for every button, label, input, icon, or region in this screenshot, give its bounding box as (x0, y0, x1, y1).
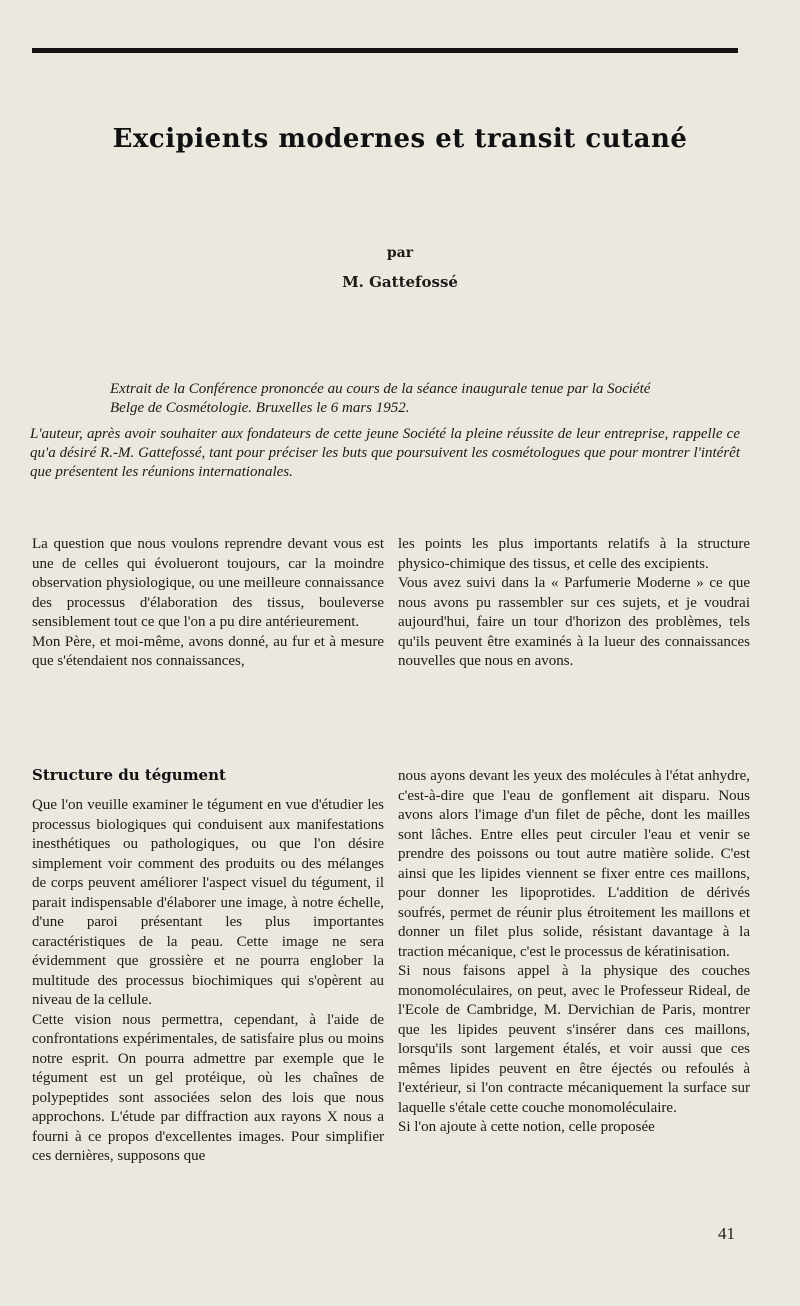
paragraph: Mon Père, et moi-même, avons donné, au fur et à mesure que s'étendaient nos connaissances, (32, 633, 384, 669)
section-tegument (32, 766, 384, 1167)
byline-par: par (386, 245, 414, 261)
top-rule (32, 48, 738, 53)
paragraph: La question que nous voulons reprendre devant vous est une de celles qui évolueront toujours, car la moindre observation physiologique, ou une meilleure connaissance des processus d'élaboration des tissus, bouleverse sensiblement tout ce que l'on a pu dire antérieurement. (32, 536, 384, 630)
paragraph: Vous avez suivi dans la « Parfumerie Moderne » ce que nous avons pu rassembler sur ces sujets, et je voudrai aujourd'hui, faire un tour d'horizon des problèmes, tels qu'ils peuvent être examinés à la lueur des connaissances nouvelles que nous en avons. (398, 575, 750, 669)
page-number: 41 (718, 1224, 735, 1243)
section-heading: Structure du tégument (32, 766, 226, 784)
paragraph: nous ayons devant les yeux des molécules à l'état anhydre, c'est-à-dire que l'eau de gonflement ait disparu. Nous avons alors l'image d'un filet de pêche, dont les mailles sont lâches. Entre elles peut circuler l'eau et venir se prendre des poissons ou tout autre matière solide. C'est ainsi que les lipides viennent se fixer entre ces maillons, pour donner les lipoprotides. L'addition de dérivés soufrés, permet de réunir plus étroitement les maillons et donner un filet plus solide, résistant davantage à la traction mécanique, c'est le processus de kératinisation. (398, 768, 750, 960)
paragraph: les points les plus importants relatifs à la structure physico-chimique des tissus, et celle des excipients. (398, 536, 750, 572)
column-right-top (398, 535, 750, 672)
intro-abstract: L'auteur, après avoir souhaiter aux fondateurs de cette jeune Société la pleine réussite de leur entreprise, rappelle ce qu'a désiré R.-M. Gattefossé, tant pour préciser les buts que poursuivent les cosmétologues que pour montrer l'intérêt que présentent les réunions internationales. (30, 426, 740, 480)
article-title: Excipients modernes et transit cutané (112, 124, 688, 154)
paragraph: Cette vision nous permettra, cependant, à l'aide de confrontations expérimentales, de satisfaire plus ou moins notre esprit. On pourra admettre par exemple que le tégument est un gel protéique, où les chaînes de polypeptides sont associées selon des lois que nous approchons. L'étude par diffraction aux rayons X nous a fourni à ce propos d'excellentes images. Pour simplifier ces dernières, supposons que (32, 1011, 384, 1164)
author-name: M. Gattefossé (342, 273, 458, 291)
paragraph: Si nous faisons appel à la physique des couches monomoléculaires, on peut, avec le Professeur Rideal, de l'Ecole de Cambridge, M. Dervichian de Paris, montrer que les lipides peuvent s'insérer dans ces maillons, lorsqu'ils sont largement étalés, et voir aussi que ces mêmes lipides peuvent en être éjectés ou refoulés à l'extérieur, si l'on contracte mécaniquement la surface sur laquelle s'étale cette couche monomoléculaire. (398, 963, 750, 1116)
paragraph: Que l'on veuille examiner le tégument en vue d'étudier les processus biologiques qui conduisent aux manifestations inesthétiques ou pathologiques, ou que l'on désire simplement voir comment des produits ou des mélanges de corps peuvent améliorer l'aspect visuel du tégument, il parait indispensable d'élaborer une image, à notre échelle, d'une paroi présentant les plus importantes caractéristiques de la peau. Cette image ne sera évidemment que grossière et ne pourra englober la multitude des processus biochimiques qui s'opèrent au niveau de la cellule. (32, 797, 384, 1008)
conference-extract: Extrait de la Conférence prononcée au cours de la séance inaugurale tenue par la Société Belge de Cosmétologie. Bruxelles le 6 mars 1952. (110, 381, 651, 416)
column-left-top (32, 535, 384, 672)
column-right-bottom (398, 767, 750, 1138)
column-left-bottom (32, 796, 384, 1167)
paragraph: Si l'on ajoute à cette notion, celle proposée (398, 1119, 655, 1135)
